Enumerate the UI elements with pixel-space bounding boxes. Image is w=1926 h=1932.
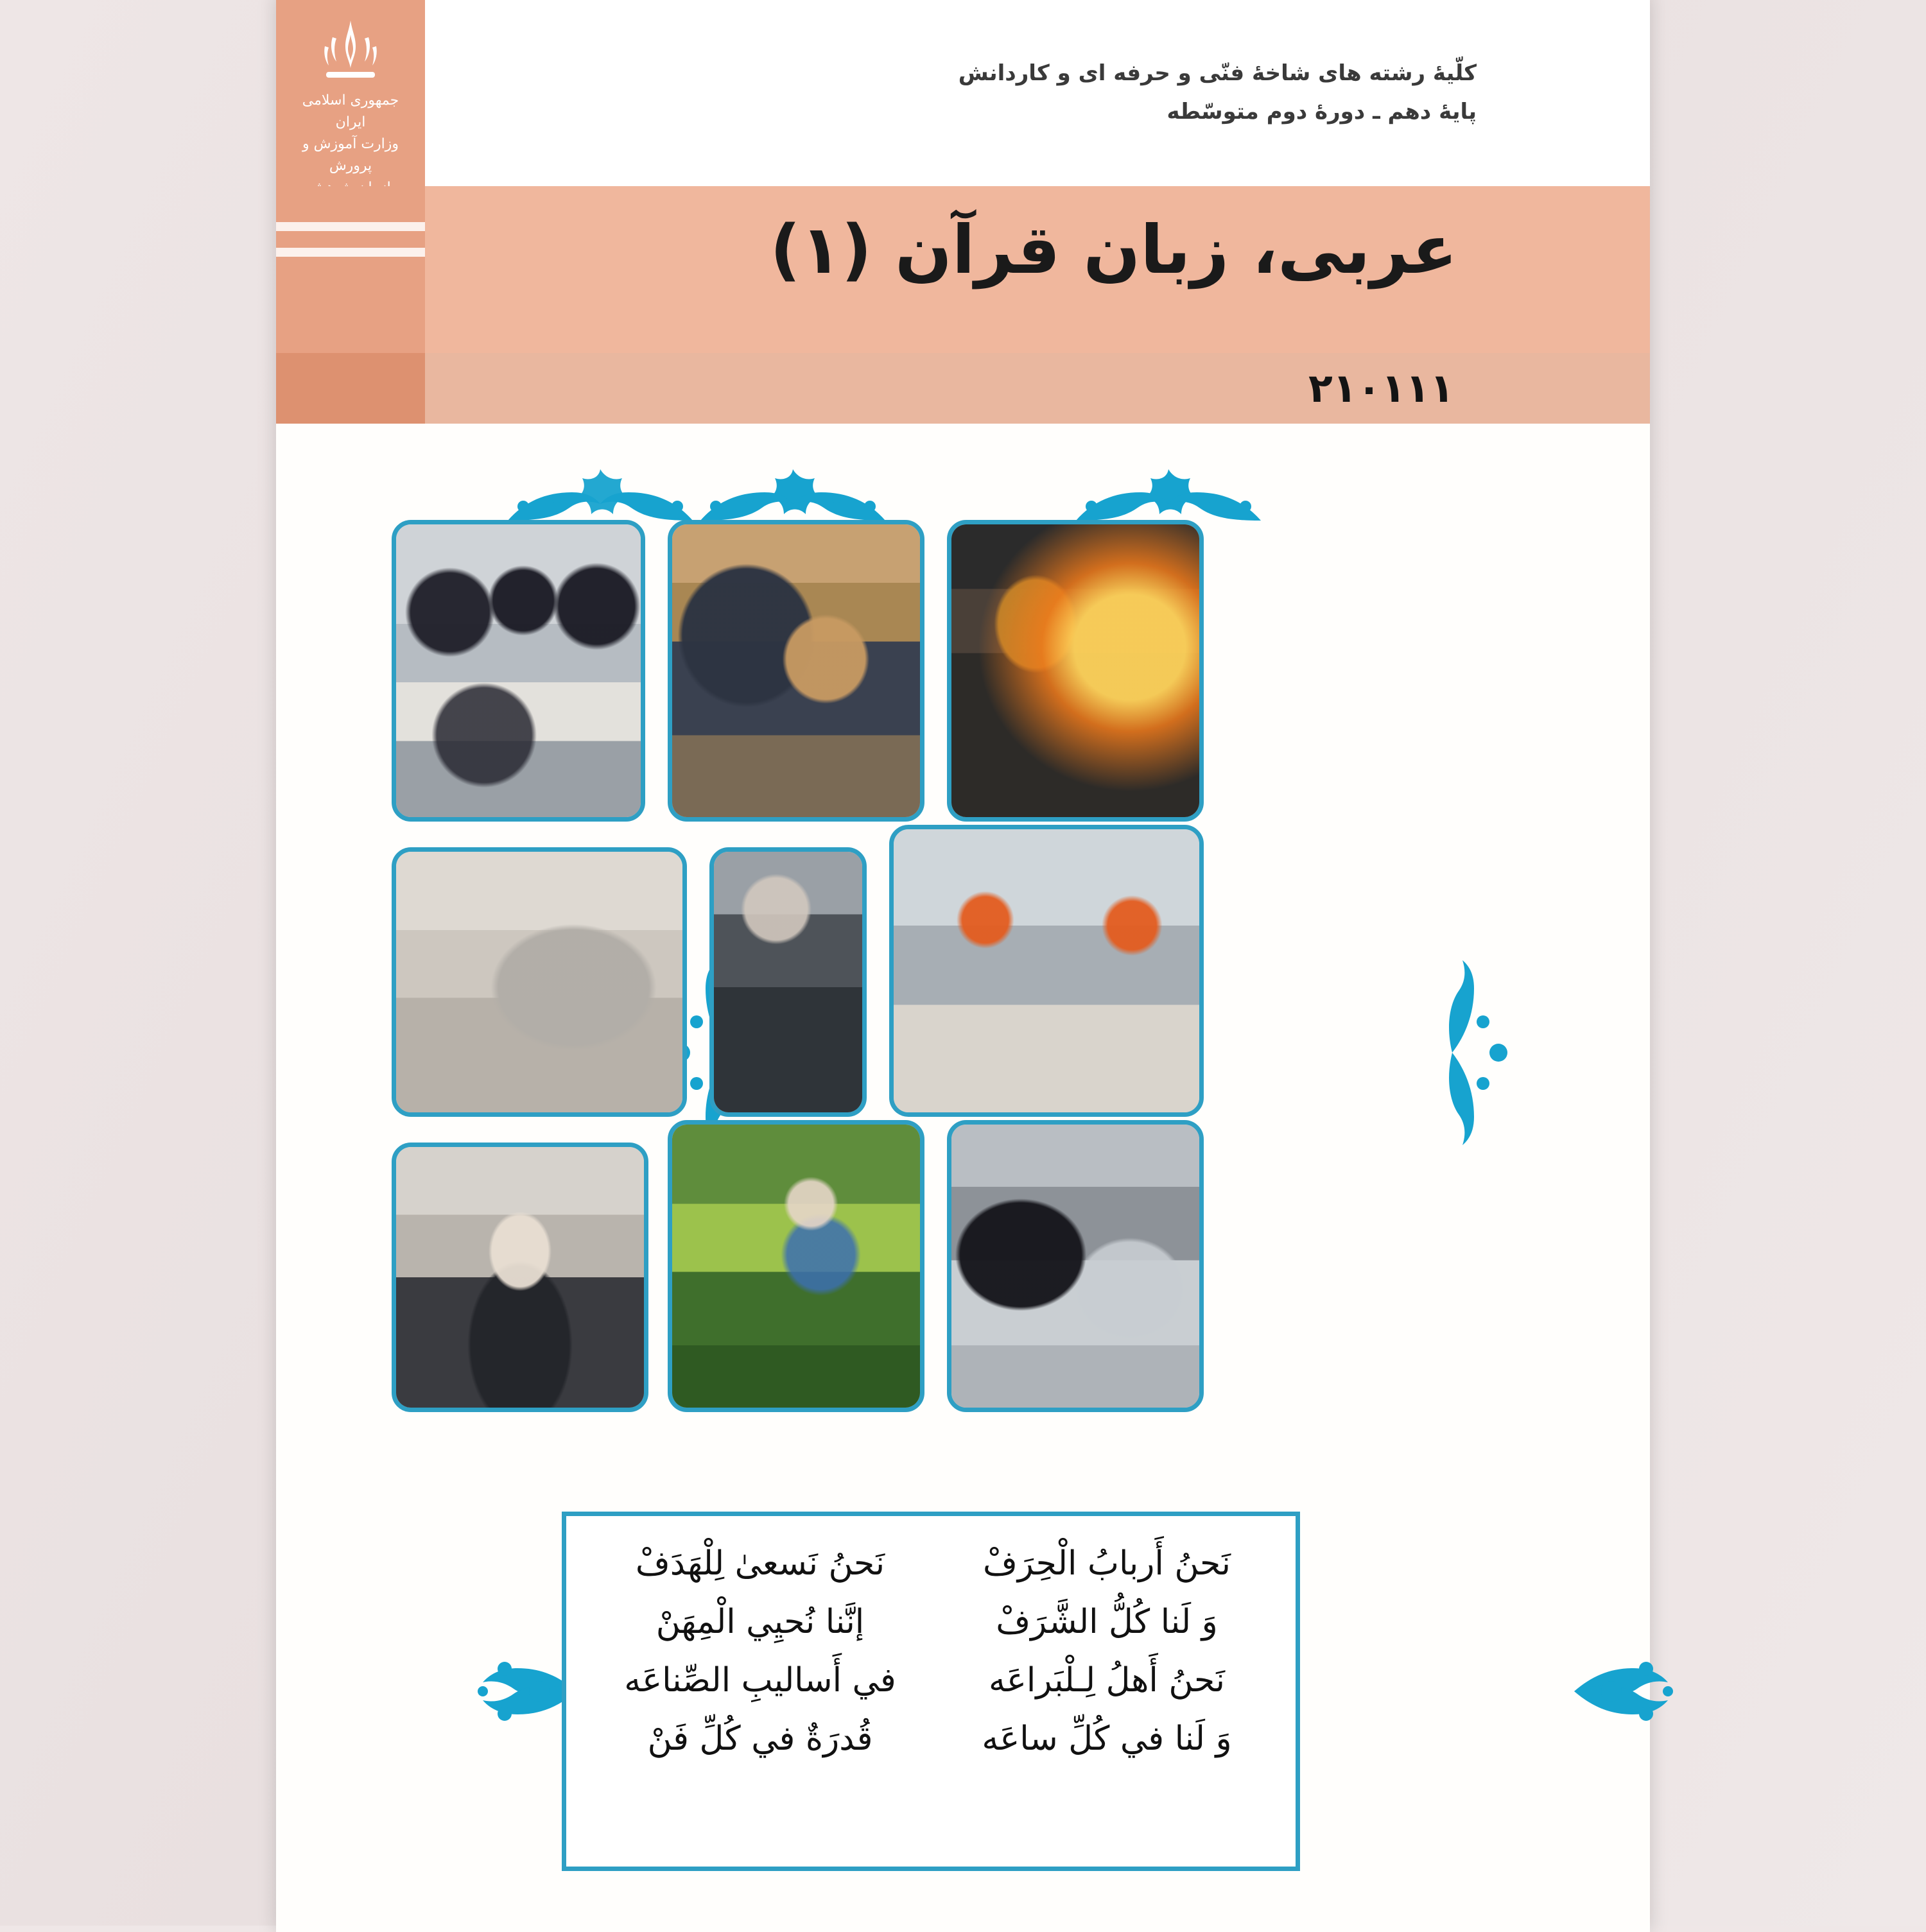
iran-emblem-icon <box>312 15 389 86</box>
photo-wood-carving <box>668 520 924 822</box>
photo-pottery-artisan <box>392 847 687 1117</box>
code-band-block <box>276 353 425 424</box>
publisher-line-2: وزارت آموزش و پرورش <box>286 134 415 177</box>
poem-line-1-left: نَحنُ نَسعیٰ لِلْهَدَفْ <box>606 1543 914 1585</box>
masthead-text <box>959 55 1477 131</box>
photo-gardener-image <box>672 1125 920 1408</box>
poem-line-3-left: في أَساليبِ الصِّناعَه <box>606 1660 914 1702</box>
poem-line-1-right: نَحنُ أَربابُ الْحِرَفْ <box>953 1543 1261 1585</box>
photo-sewing-workshop-image <box>396 524 641 817</box>
photo-service-staff <box>392 1143 648 1412</box>
masthead-line-1: کلّیهٔ رشته های شاخهٔ فنّی و حرفه ای و کاردانش <box>959 55 1477 93</box>
poem-line-2 <box>566 1601 1296 1643</box>
photo-wood-carving-image <box>672 524 920 817</box>
photo-auto-mechanic-image <box>714 852 862 1112</box>
publisher-line-1: جمهوری اسلامی ایران <box>286 90 415 134</box>
photo-auto-mechanic <box>709 847 867 1117</box>
code-band <box>276 353 1650 424</box>
title-band <box>276 186 1650 353</box>
poem-line-3 <box>566 1660 1296 1702</box>
book-cover <box>276 0 1650 1932</box>
photo-gardener <box>668 1120 924 1412</box>
poem-line-4-right: وَ لَنا في كُلِّ ساعَه <box>953 1718 1261 1760</box>
photo-service-staff-image <box>396 1147 644 1408</box>
photo-tile-installers <box>889 825 1204 1117</box>
poem-line-2-right: وَ لَنا كُلُّ الشَّرَفْ <box>953 1601 1261 1643</box>
poem-line-1 <box>566 1543 1296 1585</box>
photo-firefighter <box>947 520 1204 822</box>
masthead <box>276 0 1650 186</box>
poem-box <box>562 1512 1300 1871</box>
poem-line-4 <box>566 1718 1296 1760</box>
photo-sewing-workshop <box>392 520 645 822</box>
photo-tile-installers-image <box>894 829 1199 1112</box>
poem-line-3-right: نَحنُ أَهلُ لِـلْبَراعَه <box>953 1660 1261 1702</box>
photo-lab-technician-image <box>951 1125 1199 1408</box>
publisher-logo-box <box>276 0 425 186</box>
title-band-stripes <box>276 186 425 353</box>
poem-line-4-left: قُدرَةٌ في كُلِّ فَنْ <box>606 1718 914 1760</box>
photo-pottery-artisan-image <box>396 852 682 1112</box>
page-title: عربی، زبان قرآن (۱) <box>770 211 1457 289</box>
photo-lab-technician <box>947 1120 1204 1412</box>
poem-line-2-left: إنَّنا نُحيِي الْمِهَنْ <box>606 1601 914 1643</box>
masthead-line-2: پایهٔ دهم ـ دورهٔ دوم متوسّطه <box>959 93 1477 132</box>
poem-lines <box>566 1543 1296 1760</box>
photo-firefighter-image <box>951 524 1199 817</box>
book-code: ۲۱۰۱۱۱ <box>1308 365 1454 411</box>
